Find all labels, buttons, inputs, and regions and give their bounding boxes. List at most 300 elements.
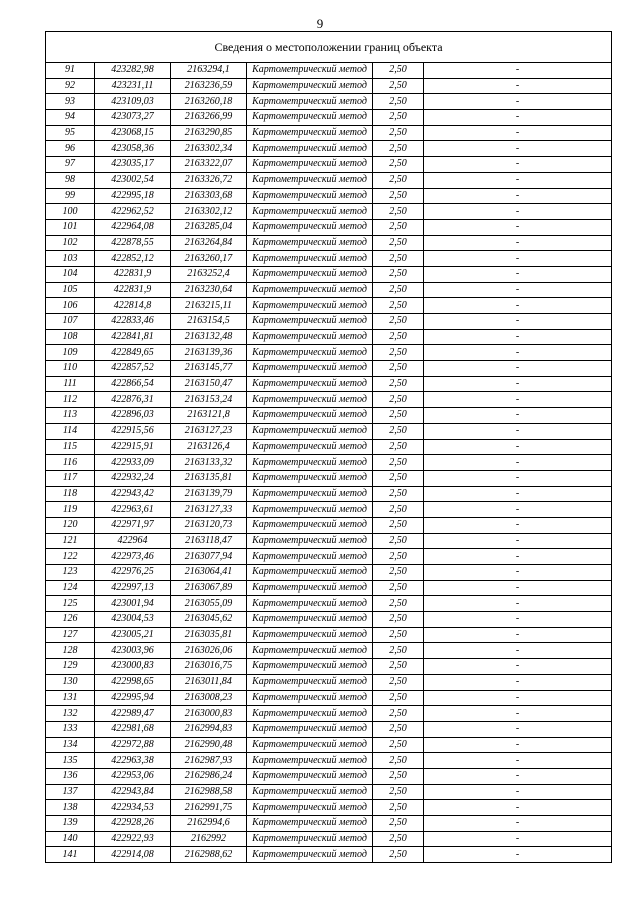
table-row	[46, 251, 612, 267]
y-coordinate-cell: 2163290,85	[171, 125, 247, 141]
description-cell: -	[424, 314, 612, 330]
x-coordinate-cell: 422972,88	[95, 737, 171, 753]
table-row	[46, 659, 612, 675]
method-cell: Картометрический метод	[247, 470, 373, 486]
method-cell: Картометрический метод	[247, 612, 373, 628]
accuracy-cell: 2,50	[373, 486, 424, 502]
y-coordinate-cell: 2163139,36	[171, 345, 247, 361]
method-cell: Картометрический метод	[247, 125, 373, 141]
table-row	[46, 800, 612, 816]
accuracy-cell: 2,50	[373, 800, 424, 816]
method-cell: Картометрический метод	[247, 847, 373, 863]
x-coordinate-cell: 422934,53	[95, 800, 171, 816]
accuracy-cell: 2,50	[373, 753, 424, 769]
point-number-cell: 108	[46, 329, 95, 345]
point-number-cell: 120	[46, 517, 95, 533]
method-cell: Картометрический метод	[247, 533, 373, 549]
description-cell: -	[424, 329, 612, 345]
accuracy-cell: 2,50	[373, 831, 424, 847]
x-coordinate-cell: 423073,27	[95, 110, 171, 126]
x-coordinate-cell: 422997,13	[95, 580, 171, 596]
description-cell: -	[424, 392, 612, 408]
method-cell: Картометрический метод	[247, 376, 373, 392]
x-coordinate-cell: 422831,9	[95, 282, 171, 298]
point-number-cell: 111	[46, 376, 95, 392]
description-cell: -	[424, 78, 612, 94]
point-number-cell: 93	[46, 94, 95, 110]
table-row	[46, 439, 612, 455]
description-cell: -	[424, 298, 612, 314]
description-cell: -	[424, 470, 612, 486]
y-coordinate-cell: 2162992	[171, 831, 247, 847]
table-row	[46, 314, 612, 330]
accuracy-cell: 2,50	[373, 94, 424, 110]
table-row	[46, 110, 612, 126]
description-cell: -	[424, 251, 612, 267]
method-cell: Картометрический метод	[247, 831, 373, 847]
method-cell: Картометрический метод	[247, 204, 373, 220]
accuracy-cell: 2,50	[373, 612, 424, 628]
y-coordinate-cell: 2163252,4	[171, 266, 247, 282]
y-coordinate-cell: 2163302,12	[171, 204, 247, 220]
x-coordinate-cell: 422928,26	[95, 816, 171, 832]
x-coordinate-cell: 422962,52	[95, 204, 171, 220]
method-cell: Картометрический метод	[247, 596, 373, 612]
y-coordinate-cell: 2163067,89	[171, 580, 247, 596]
x-coordinate-cell: 422995,94	[95, 690, 171, 706]
accuracy-cell: 2,50	[373, 533, 424, 549]
x-coordinate-cell: 422896,03	[95, 408, 171, 424]
x-coordinate-cell: 422922,93	[95, 831, 171, 847]
description-cell: -	[424, 768, 612, 784]
y-coordinate-cell: 2163055,09	[171, 596, 247, 612]
table-row	[46, 784, 612, 800]
y-coordinate-cell: 2163154,5	[171, 314, 247, 330]
point-number-cell: 115	[46, 439, 95, 455]
accuracy-cell: 2,50	[373, 470, 424, 486]
description-cell: -	[424, 674, 612, 690]
x-coordinate-cell: 422866,54	[95, 376, 171, 392]
x-coordinate-cell: 422963,38	[95, 753, 171, 769]
point-number-cell: 136	[46, 768, 95, 784]
accuracy-cell: 2,50	[373, 674, 424, 690]
accuracy-cell: 2,50	[373, 627, 424, 643]
x-coordinate-cell: 422852,12	[95, 251, 171, 267]
method-cell: Картометрический метод	[247, 408, 373, 424]
y-coordinate-cell: 2163236,59	[171, 78, 247, 94]
x-coordinate-cell: 422932,24	[95, 470, 171, 486]
accuracy-cell: 2,50	[373, 596, 424, 612]
table-row	[46, 565, 612, 581]
table-row	[46, 78, 612, 94]
point-number-cell: 105	[46, 282, 95, 298]
x-coordinate-cell: 423068,15	[95, 125, 171, 141]
method-cell: Картометрический метод	[247, 314, 373, 330]
x-coordinate-cell: 422849,65	[95, 345, 171, 361]
x-coordinate-cell: 423005,21	[95, 627, 171, 643]
method-cell: Картометрический метод	[247, 94, 373, 110]
point-number-cell: 94	[46, 110, 95, 126]
accuracy-cell: 2,50	[373, 816, 424, 832]
table-row	[46, 831, 612, 847]
description-cell: -	[424, 659, 612, 675]
table-row	[46, 847, 612, 863]
point-number-cell: 125	[46, 596, 95, 612]
y-coordinate-cell: 2163118,47	[171, 533, 247, 549]
accuracy-cell: 2,50	[373, 565, 424, 581]
method-cell: Картометрический метод	[247, 266, 373, 282]
y-coordinate-cell: 2162987,93	[171, 753, 247, 769]
x-coordinate-cell: 423282,98	[95, 63, 171, 79]
accuracy-cell: 2,50	[373, 251, 424, 267]
description-cell: -	[424, 737, 612, 753]
accuracy-cell: 2,50	[373, 266, 424, 282]
method-cell: Картометрический метод	[247, 816, 373, 832]
accuracy-cell: 2,50	[373, 737, 424, 753]
point-number-cell: 101	[46, 219, 95, 235]
x-coordinate-cell: 422833,46	[95, 314, 171, 330]
accuracy-cell: 2,50	[373, 125, 424, 141]
description-cell: -	[424, 110, 612, 126]
table-row	[46, 94, 612, 110]
table-row	[46, 63, 612, 79]
method-cell: Картометрический метод	[247, 188, 373, 204]
y-coordinate-cell: 2163266,99	[171, 110, 247, 126]
description-cell: -	[424, 549, 612, 565]
point-number-cell: 96	[46, 141, 95, 157]
description-cell: -	[424, 517, 612, 533]
x-coordinate-cell: 423001,94	[95, 596, 171, 612]
table-row	[46, 125, 612, 141]
table-row	[46, 219, 612, 235]
y-coordinate-cell: 2163153,24	[171, 392, 247, 408]
page-number: 9	[316, 16, 324, 31]
description-cell: -	[424, 204, 612, 220]
description-cell: -	[424, 596, 612, 612]
point-number-cell: 100	[46, 204, 95, 220]
point-number-cell: 122	[46, 549, 95, 565]
point-number-cell: 92	[46, 78, 95, 94]
y-coordinate-cell: 2162988,58	[171, 784, 247, 800]
table-row	[46, 408, 612, 424]
description-cell: -	[424, 172, 612, 188]
table-row	[46, 392, 612, 408]
x-coordinate-cell: 423002,54	[95, 172, 171, 188]
x-coordinate-cell: 422915,56	[95, 423, 171, 439]
table-row	[46, 596, 612, 612]
x-coordinate-cell: 422814,8	[95, 298, 171, 314]
y-coordinate-cell: 2163215,11	[171, 298, 247, 314]
y-coordinate-cell: 2163000,83	[171, 706, 247, 722]
description-cell: -	[424, 706, 612, 722]
point-number-cell: 141	[46, 847, 95, 863]
method-cell: Картометрический метод	[247, 78, 373, 94]
description-cell: -	[424, 847, 612, 863]
table-row	[46, 533, 612, 549]
x-coordinate-cell: 423058,36	[95, 141, 171, 157]
table-row	[46, 706, 612, 722]
accuracy-cell: 2,50	[373, 204, 424, 220]
accuracy-cell: 2,50	[373, 659, 424, 675]
method-cell: Картометрический метод	[247, 157, 373, 173]
method-cell: Картометрический метод	[247, 627, 373, 643]
accuracy-cell: 2,50	[373, 721, 424, 737]
y-coordinate-cell: 2163294,1	[171, 63, 247, 79]
x-coordinate-cell: 422989,47	[95, 706, 171, 722]
method-cell: Картометрический метод	[247, 392, 373, 408]
method-cell: Картометрический метод	[247, 329, 373, 345]
y-coordinate-cell: 2163326,72	[171, 172, 247, 188]
y-coordinate-cell: 2163127,23	[171, 423, 247, 439]
table-row	[46, 172, 612, 188]
accuracy-cell: 2,50	[373, 768, 424, 784]
description-cell: -	[424, 565, 612, 581]
table-row	[46, 816, 612, 832]
accuracy-cell: 2,50	[373, 282, 424, 298]
x-coordinate-cell: 422878,55	[95, 235, 171, 251]
method-cell: Картометрический метод	[247, 800, 373, 816]
y-coordinate-cell: 2163121,8	[171, 408, 247, 424]
point-number-cell: 128	[46, 643, 95, 659]
x-coordinate-cell: 422998,65	[95, 674, 171, 690]
description-cell: -	[424, 721, 612, 737]
table-row	[46, 188, 612, 204]
table-row	[46, 502, 612, 518]
point-number-cell: 135	[46, 753, 95, 769]
description-cell: -	[424, 439, 612, 455]
description-cell: -	[424, 94, 612, 110]
description-cell: -	[424, 219, 612, 235]
table-title: Сведения о местоположении границ объекта	[46, 32, 612, 63]
table-row	[46, 753, 612, 769]
point-number-cell: 116	[46, 455, 95, 471]
table-row	[46, 298, 612, 314]
y-coordinate-cell: 2163302,34	[171, 141, 247, 157]
point-number-cell: 130	[46, 674, 95, 690]
y-coordinate-cell: 2163126,4	[171, 439, 247, 455]
x-coordinate-cell: 423004,53	[95, 612, 171, 628]
accuracy-cell: 2,50	[373, 172, 424, 188]
method-cell: Картометрический метод	[247, 549, 373, 565]
method-cell: Картометрический метод	[247, 737, 373, 753]
point-number-cell: 123	[46, 565, 95, 581]
description-cell: -	[424, 376, 612, 392]
description-cell: -	[424, 753, 612, 769]
accuracy-cell: 2,50	[373, 376, 424, 392]
method-cell: Картометрический метод	[247, 753, 373, 769]
accuracy-cell: 2,50	[373, 847, 424, 863]
y-coordinate-cell: 2163264,84	[171, 235, 247, 251]
table-row	[46, 455, 612, 471]
x-coordinate-cell: 422995,18	[95, 188, 171, 204]
point-number-cell: 112	[46, 392, 95, 408]
accuracy-cell: 2,50	[373, 784, 424, 800]
y-coordinate-cell: 2163260,17	[171, 251, 247, 267]
description-cell: -	[424, 502, 612, 518]
accuracy-cell: 2,50	[373, 706, 424, 722]
description-cell: -	[424, 627, 612, 643]
y-coordinate-cell: 2163145,77	[171, 361, 247, 377]
method-cell: Картометрический метод	[247, 361, 373, 377]
y-coordinate-cell: 2163260,18	[171, 94, 247, 110]
method-cell: Картометрический метод	[247, 580, 373, 596]
method-cell: Картометрический метод	[247, 172, 373, 188]
x-coordinate-cell: 423109,03	[95, 94, 171, 110]
point-number-cell: 132	[46, 706, 95, 722]
table-row	[46, 549, 612, 565]
y-coordinate-cell: 2163285,04	[171, 219, 247, 235]
accuracy-cell: 2,50	[373, 643, 424, 659]
accuracy-cell: 2,50	[373, 157, 424, 173]
description-cell: -	[424, 266, 612, 282]
y-coordinate-cell: 2163133,32	[171, 455, 247, 471]
accuracy-cell: 2,50	[373, 408, 424, 424]
y-coordinate-cell: 2163120,73	[171, 517, 247, 533]
accuracy-cell: 2,50	[373, 690, 424, 706]
method-cell: Картометрический метод	[247, 423, 373, 439]
point-number-cell: 133	[46, 721, 95, 737]
accuracy-cell: 2,50	[373, 517, 424, 533]
table-row	[46, 345, 612, 361]
point-number-cell: 114	[46, 423, 95, 439]
description-cell: -	[424, 282, 612, 298]
description-cell: -	[424, 423, 612, 439]
method-cell: Картометрический метод	[247, 721, 373, 737]
accuracy-cell: 2,50	[373, 502, 424, 518]
point-number-cell: 113	[46, 408, 95, 424]
point-number-cell: 138	[46, 800, 95, 816]
point-number-cell: 137	[46, 784, 95, 800]
description-cell: -	[424, 361, 612, 377]
description-cell: -	[424, 533, 612, 549]
y-coordinate-cell: 2163150,47	[171, 376, 247, 392]
point-number-cell: 121	[46, 533, 95, 549]
x-coordinate-cell: 422876,31	[95, 392, 171, 408]
x-coordinate-cell: 423035,17	[95, 157, 171, 173]
x-coordinate-cell: 422953,06	[95, 768, 171, 784]
y-coordinate-cell: 2163303,68	[171, 188, 247, 204]
method-cell: Картометрический метод	[247, 110, 373, 126]
accuracy-cell: 2,50	[373, 78, 424, 94]
accuracy-cell: 2,50	[373, 314, 424, 330]
method-cell: Картометрический метод	[247, 502, 373, 518]
table-row	[46, 423, 612, 439]
x-coordinate-cell: 423231,11	[95, 78, 171, 94]
accuracy-cell: 2,50	[373, 580, 424, 596]
table-row	[46, 737, 612, 753]
y-coordinate-cell: 2162988,62	[171, 847, 247, 863]
x-coordinate-cell: 422963,61	[95, 502, 171, 518]
y-coordinate-cell: 2163035,81	[171, 627, 247, 643]
point-number-cell: 124	[46, 580, 95, 596]
method-cell: Картометрический метод	[247, 517, 373, 533]
point-number-cell: 106	[46, 298, 95, 314]
table-row	[46, 282, 612, 298]
method-cell: Картометрический метод	[247, 63, 373, 79]
x-coordinate-cell: 422841,81	[95, 329, 171, 345]
method-cell: Картометрический метод	[247, 674, 373, 690]
accuracy-cell: 2,50	[373, 392, 424, 408]
table-row	[46, 517, 612, 533]
x-coordinate-cell: 422964,08	[95, 219, 171, 235]
point-number-cell: 109	[46, 345, 95, 361]
method-cell: Картометрический метод	[247, 455, 373, 471]
point-number-cell: 119	[46, 502, 95, 518]
x-coordinate-cell: 422971,97	[95, 517, 171, 533]
accuracy-cell: 2,50	[373, 141, 424, 157]
description-cell: -	[424, 125, 612, 141]
y-coordinate-cell: 2163045,62	[171, 612, 247, 628]
description-cell: -	[424, 345, 612, 361]
table-row	[46, 235, 612, 251]
point-number-cell: 118	[46, 486, 95, 502]
method-cell: Картометрический метод	[247, 345, 373, 361]
y-coordinate-cell: 2162990,48	[171, 737, 247, 753]
y-coordinate-cell: 2163011,84	[171, 674, 247, 690]
table-row	[46, 612, 612, 628]
description-cell: -	[424, 486, 612, 502]
x-coordinate-cell: 422976,25	[95, 565, 171, 581]
accuracy-cell: 2,50	[373, 63, 424, 79]
description-cell: -	[424, 235, 612, 251]
point-number-cell: 102	[46, 235, 95, 251]
method-cell: Картометрический метод	[247, 439, 373, 455]
table-row	[46, 141, 612, 157]
y-coordinate-cell: 2162986,24	[171, 768, 247, 784]
point-number-cell: 97	[46, 157, 95, 173]
table-row	[46, 266, 612, 282]
table-row	[46, 361, 612, 377]
table-title-row	[46, 32, 612, 63]
table-row	[46, 376, 612, 392]
table-row	[46, 627, 612, 643]
accuracy-cell: 2,50	[373, 188, 424, 204]
x-coordinate-cell: 422933,09	[95, 455, 171, 471]
table-row	[46, 768, 612, 784]
table-row	[46, 674, 612, 690]
method-cell: Картометрический метод	[247, 251, 373, 267]
point-number-cell: 103	[46, 251, 95, 267]
x-coordinate-cell: 422981,68	[95, 721, 171, 737]
accuracy-cell: 2,50	[373, 423, 424, 439]
x-coordinate-cell: 422943,42	[95, 486, 171, 502]
y-coordinate-cell: 2163008,23	[171, 690, 247, 706]
table-row	[46, 486, 612, 502]
x-coordinate-cell: 423000,83	[95, 659, 171, 675]
method-cell: Картометрический метод	[247, 690, 373, 706]
y-coordinate-cell: 2163139,79	[171, 486, 247, 502]
accuracy-cell: 2,50	[373, 439, 424, 455]
x-coordinate-cell: 422831,9	[95, 266, 171, 282]
description-cell: -	[424, 816, 612, 832]
y-coordinate-cell: 2163322,07	[171, 157, 247, 173]
description-cell: -	[424, 690, 612, 706]
description-cell: -	[424, 612, 612, 628]
x-coordinate-cell: 422964	[95, 533, 171, 549]
description-cell: -	[424, 643, 612, 659]
point-number-cell: 126	[46, 612, 95, 628]
point-number-cell: 107	[46, 314, 95, 330]
x-coordinate-cell: 422857,52	[95, 361, 171, 377]
method-cell: Картометрический метод	[247, 643, 373, 659]
point-number-cell: 129	[46, 659, 95, 675]
table-row	[46, 157, 612, 173]
point-number-cell: 98	[46, 172, 95, 188]
y-coordinate-cell: 2162994,6	[171, 816, 247, 832]
y-coordinate-cell: 2163026,06	[171, 643, 247, 659]
table-row	[46, 721, 612, 737]
method-cell: Картометрический метод	[247, 768, 373, 784]
